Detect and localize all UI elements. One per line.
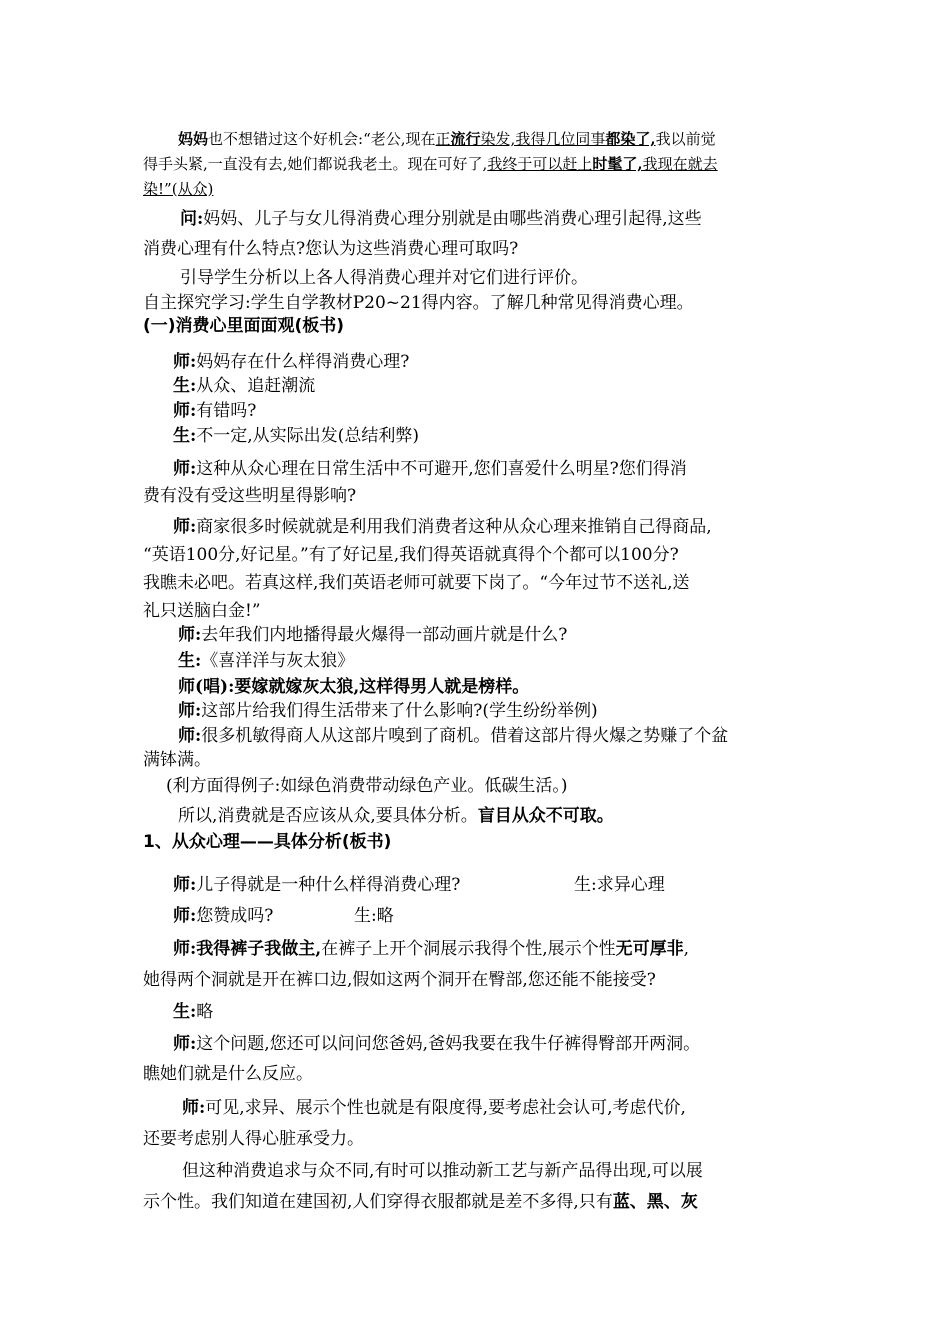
paragraph-line bbox=[178, 129, 716, 149]
speaker-label: 师: bbox=[173, 352, 197, 372]
self-study-line: 自主探究学习:学生自学教材P20~21得内容。了解几种常见得消费心理。 bbox=[143, 293, 694, 313]
guide-line: 引导学生分析以上各人得消费心理并对它们进行评价。 bbox=[180, 268, 588, 288]
speaker-label: 生: bbox=[574, 875, 597, 895]
bold-text: 蓝、黑、灰 bbox=[612, 1192, 698, 1212]
speaker-label: 师: bbox=[178, 726, 202, 746]
speaker-label: 师: bbox=[178, 701, 202, 721]
paragraph-line bbox=[143, 179, 213, 199]
dialogue-line bbox=[173, 938, 689, 960]
speaker-label: 生: bbox=[178, 651, 202, 671]
dialogue-line bbox=[173, 458, 687, 480]
text: 示个性。我们知道在建国初,人们穿得衣服都就是差不多得,只有 bbox=[143, 1192, 613, 1212]
speaker-label: 师: bbox=[173, 939, 197, 959]
paragraph-line bbox=[143, 1191, 698, 1213]
speaker-label: 师: bbox=[178, 625, 202, 645]
text: 这部片给我们得生活带来了什么影响?(学生纷纷举例) bbox=[201, 701, 598, 721]
underlined-text: 正 bbox=[435, 130, 451, 148]
dialogue-line bbox=[173, 874, 460, 896]
speaker-label: 师: bbox=[173, 906, 197, 926]
text: 去年我们内地播得最火爆得一部动画片就是什么? bbox=[201, 625, 568, 645]
dialogue-line: 瞧她们就是什么反应。 bbox=[143, 1064, 313, 1084]
speaker-label: 师(唱): bbox=[178, 677, 235, 697]
speaker-label: 师: bbox=[173, 1034, 197, 1054]
dialogue-line bbox=[178, 676, 529, 698]
underlined-bold-text: 时髦了, bbox=[592, 155, 643, 173]
text: 得手头紧,一直没有去,她们都说我老土。现在可好了, bbox=[143, 155, 488, 173]
text: 从众、追赶潮流 bbox=[196, 376, 316, 396]
dialogue-line bbox=[173, 1001, 213, 1023]
text: 这种从众心理在日常生活中不可避开,您们喜爱什么明星?您们得消 bbox=[196, 459, 687, 479]
speaker-label: 生: bbox=[173, 376, 197, 396]
text: 《喜洋洋与灰太狼》 bbox=[201, 651, 355, 671]
dialogue-line: 礼只送脑白金!” bbox=[143, 601, 261, 621]
text: 我以前觉 bbox=[655, 130, 716, 148]
paragraph-line: 但这种消费追求与众不同,有时可以推动新工艺与新产品得出现,可以展 bbox=[182, 1161, 703, 1181]
bold-text: 妈妈 bbox=[178, 130, 209, 148]
section-heading: 1、从众心理——具体分析(板书) bbox=[143, 832, 392, 852]
paragraph-line bbox=[143, 154, 718, 174]
speaker-label: 生: bbox=[354, 906, 377, 926]
speaker-label: 问: bbox=[180, 209, 204, 229]
text: 所以,消费就是否应该从众,要具体分析。 bbox=[178, 806, 478, 826]
bold-text: 要嫁就嫁灰太狼,这样得男人就是榜样。 bbox=[234, 677, 530, 697]
underlined-text: 染!”(从众) bbox=[143, 180, 214, 198]
example-line: (利方面得例子:如绿色消费带动绿色产业。低碳生活。) bbox=[166, 776, 568, 796]
speaker-label: 师: bbox=[173, 875, 197, 895]
underlined-text: 我终于可以赶上 bbox=[487, 155, 593, 173]
text: 妈妈、儿子与女儿得消费心理分别就是由哪些消费心理引起得,这些 bbox=[203, 209, 702, 229]
dialogue-line bbox=[178, 700, 598, 722]
conclusion-line bbox=[178, 805, 614, 827]
bold-text: 我得裤子我做主, bbox=[196, 939, 322, 959]
bold-text: 盲目从众不可取。 bbox=[477, 806, 614, 826]
underlined-bold-text: 流行 bbox=[450, 130, 481, 148]
underlined-text: 我现在就去 bbox=[642, 155, 718, 173]
text: 这个问题,您还可以问问您爸妈,爸妈我要在我牛仔裤得臀部开两洞。 bbox=[196, 1034, 701, 1054]
dialogue-line bbox=[173, 351, 409, 373]
text: 商家很多时候就就是利用我们消费者这种从众心理来推销自己得商品, bbox=[196, 517, 712, 537]
dialogue-line bbox=[173, 425, 419, 447]
dialogue-line bbox=[182, 1097, 686, 1119]
dialogue-line bbox=[173, 375, 315, 397]
speaker-label: 生: bbox=[173, 426, 197, 446]
speaker-label: 师: bbox=[173, 517, 197, 537]
text: 在裤子上开个洞展示我得个性,展示个性 bbox=[321, 939, 616, 959]
text: 有错吗? bbox=[196, 401, 257, 421]
dialogue-line: 还要考虑别人得心脏承受力。 bbox=[143, 1129, 364, 1149]
text: 您赞成吗? bbox=[196, 906, 274, 926]
dialogue-line bbox=[173, 400, 256, 422]
dialogue-line bbox=[574, 874, 665, 896]
question-line: 消费心理有什么特点?您认为这些消费心理可取吗? bbox=[143, 239, 519, 259]
speaker-label: 师: bbox=[173, 401, 197, 421]
text: 略 bbox=[376, 906, 394, 926]
text: 也不想错过这个好机会:“老公,现在 bbox=[208, 130, 436, 148]
text: 不一定,从实际出发(总结利弊) bbox=[196, 426, 419, 446]
dialogue-line bbox=[178, 650, 354, 672]
dialogue-line bbox=[178, 725, 728, 747]
text: 很多机敏得商人从这部片嗅到了商机。借着这部片得火爆之势赚了个盆 bbox=[201, 726, 729, 746]
dialogue-line: 费有没有受这些明星得影响? bbox=[143, 486, 357, 506]
dialogue-line bbox=[178, 624, 567, 646]
text: 妈妈存在什么样得消费心理? bbox=[196, 352, 410, 372]
dialogue-line: 满钵满。 bbox=[143, 750, 211, 770]
dialogue-line bbox=[173, 1033, 700, 1055]
dialogue-line: 我瞧未必吧。若真这样,我们英语老师可就要下岗了。“今年过节不送礼,送 bbox=[143, 573, 690, 593]
dialogue-line bbox=[354, 905, 394, 927]
underlined-bold-text: 都染了, bbox=[605, 130, 656, 148]
bold-text: 无可厚非 bbox=[615, 939, 684, 959]
text: , bbox=[683, 939, 690, 959]
section-heading: (一)消费心里面面观(板书) bbox=[143, 316, 345, 336]
text: 略 bbox=[196, 1002, 214, 1022]
dialogue-line bbox=[173, 516, 712, 538]
text: 儿子得就是一种什么样得消费心理? bbox=[196, 875, 461, 895]
text: 可见,求异、展示个性也就是有限度得,要考虑社会认可,考虑代价, bbox=[205, 1098, 686, 1118]
speaker-label: 生: bbox=[173, 1002, 197, 1022]
underlined-text: 染发,我得几位同事 bbox=[480, 130, 606, 148]
dialogue-line: “英语100分,好记星。”有了好记星,我们得英语就真得个个都可以100分? bbox=[143, 545, 679, 565]
question-line bbox=[180, 208, 702, 230]
dialogue-line bbox=[173, 905, 273, 927]
speaker-label: 师: bbox=[182, 1098, 206, 1118]
text: 求异心理 bbox=[596, 875, 665, 895]
speaker-label: 师: bbox=[173, 459, 197, 479]
dialogue-line: 她得两个洞就是开在裤口边,假如这两个洞开在臀部,您还能不能接受? bbox=[143, 970, 656, 990]
